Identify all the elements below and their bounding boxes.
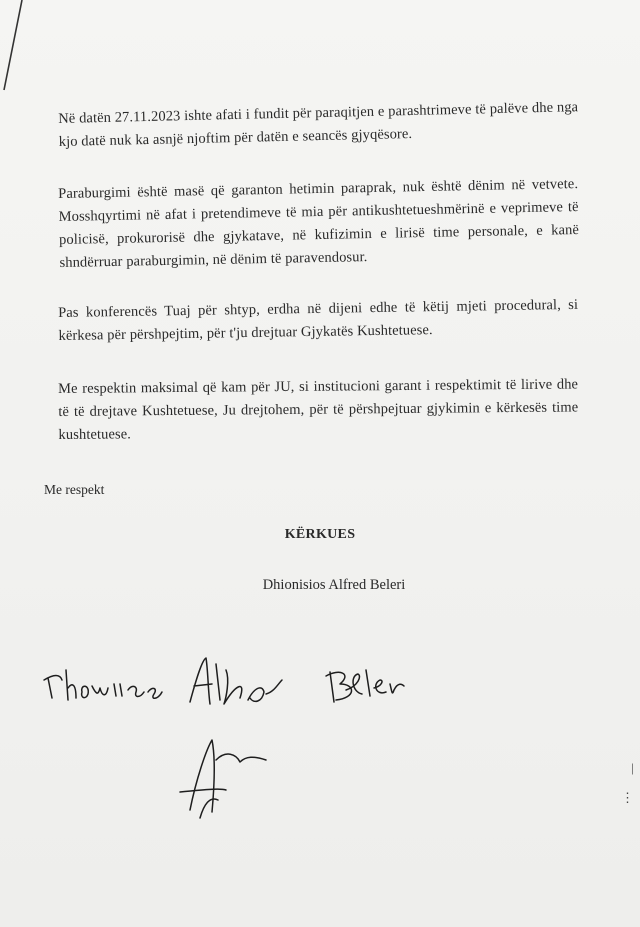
signatory-role: KËRKUES <box>284 527 356 542</box>
paragraph-procedure: Pas konferencës Tuaj për shtyp, erdha në dijeni edhe të këtij mjeti procedural, si kërkesa për përshpejtim, për t'ju drejtuar Gjykatës Kushtetuese. <box>58 296 579 344</box>
handwritten-signature <box>40 640 440 840</box>
margin-mark-bottom: ⋮ <box>621 790 634 805</box>
paragraph-request: Me respektin maksimal që kam për JU, si institucioni garant i respektimit të lirive dhe të të drejtave Kushtetuese, Ju drejtohem, për të përshpejtuar gjykimin e kërkesës time kushtetuese. <box>58 376 579 443</box>
margin-mark-top: | <box>631 760 634 775</box>
paragraph-deadline: Në datën 27.11.2023 ishte afati i fundit për paraqitjen e parashtrimeve të palëve dhe nga kjo datë nuk ka asnjë njoftim për datën e seancës gjyqësore. <box>58 99 579 150</box>
scan-edge-line <box>0 0 40 120</box>
closing-salutation: Me respekt <box>44 482 105 497</box>
paragraph-detention: Paraburgimi është masë që garanton hetimin paraprak, nuk është dënim në vetvete. Mosshqyrtimi në afat i pretendimeve të mia për antikushtetueshmërinë e veprimeve të policisë, prokurorisë dhe gjykatave, në kufizimin e lirisë time personale, e kanë shndërruar paraburgimin, në dënim të paravendosur. <box>58 176 580 271</box>
signatory-name: Dhionisios Alfred Beleri <box>262 577 406 593</box>
